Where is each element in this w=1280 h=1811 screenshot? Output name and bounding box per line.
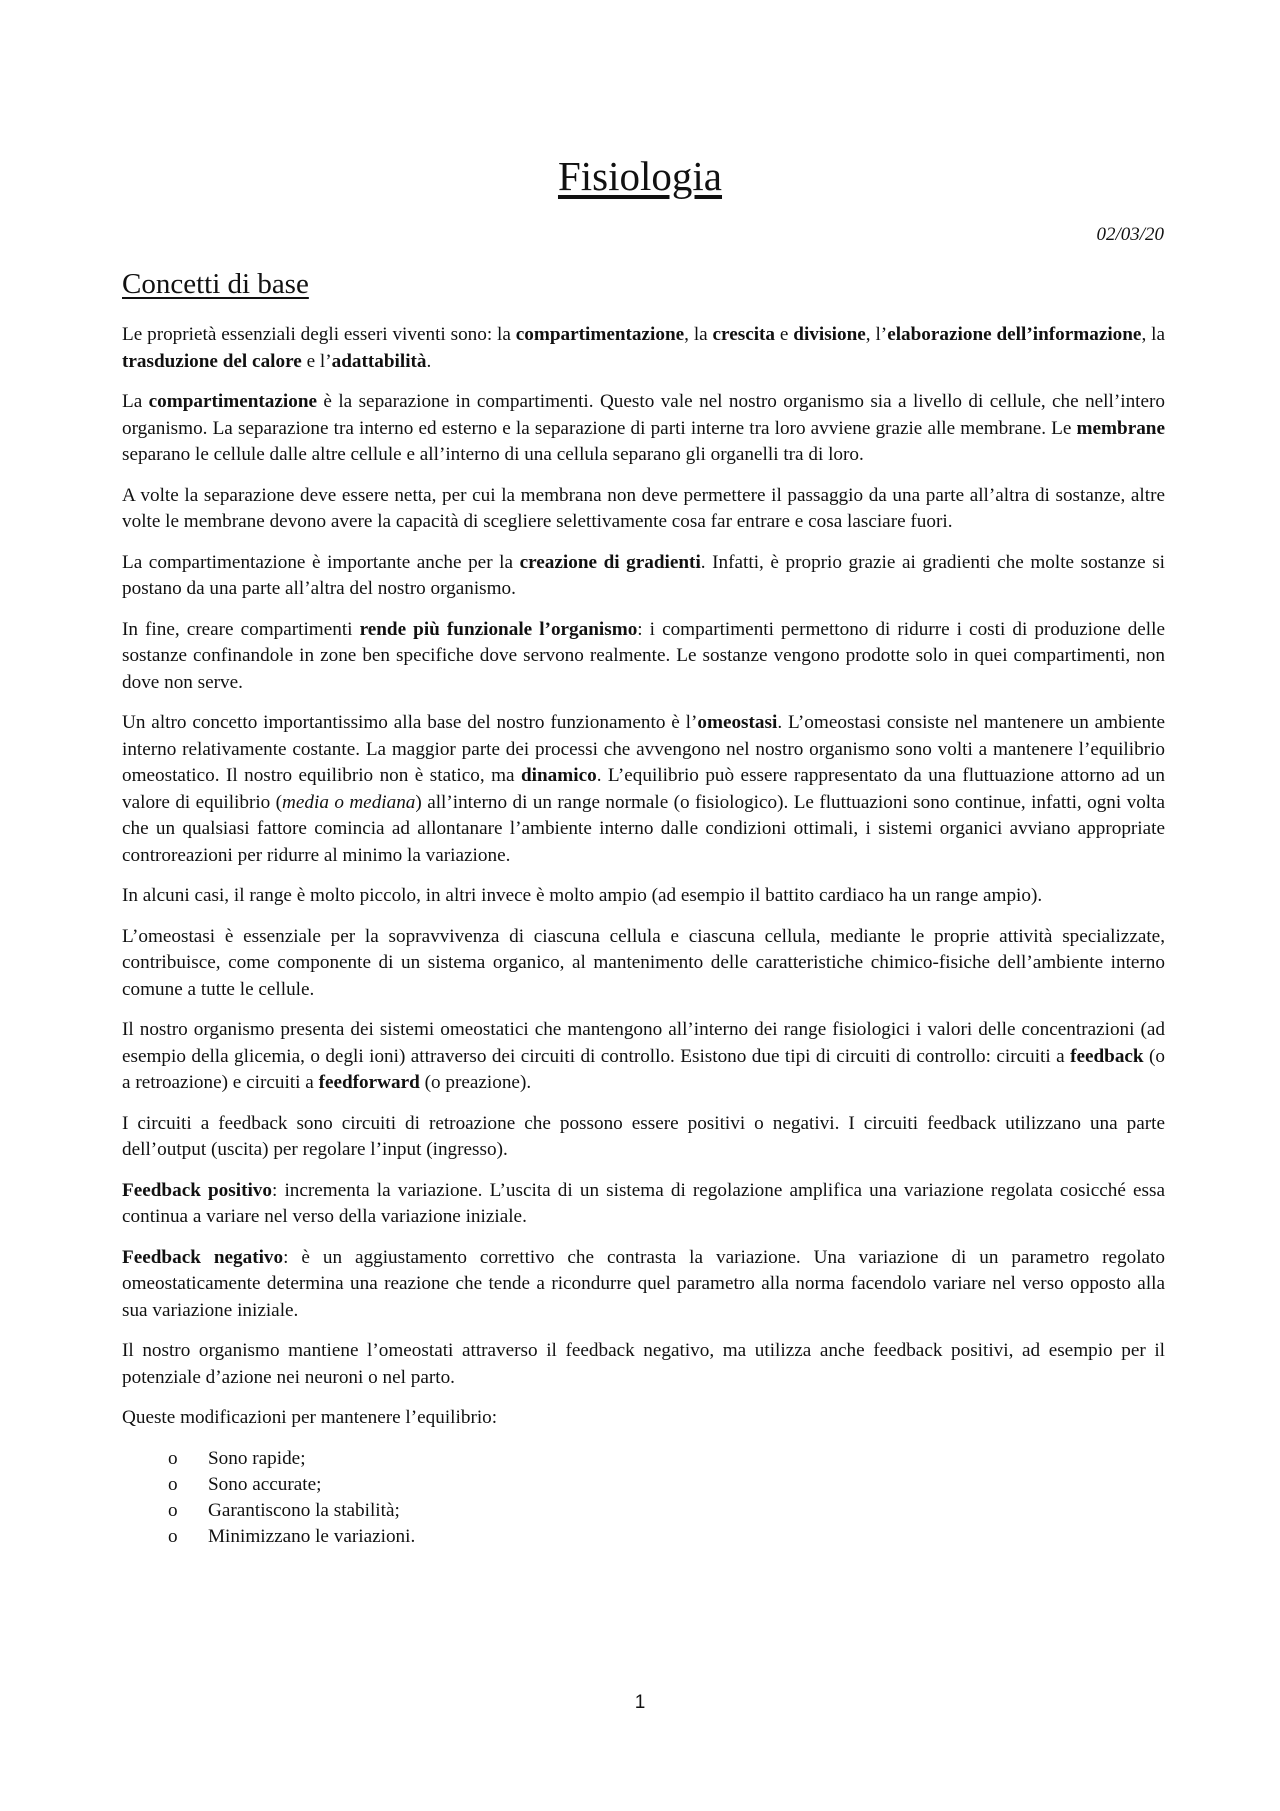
italic-text: media o mediana <box>282 791 416 813</box>
bullet-item <box>122 1472 1165 1498</box>
document-title: Fisiologia <box>557 153 723 199</box>
text-run: La <box>122 391 149 412</box>
paragraph <box>122 1111 1165 1164</box>
bold-text: feedforward <box>318 1072 420 1093</box>
bold-text: omeostasi <box>697 712 778 733</box>
paragraph <box>122 883 1165 910</box>
bold-text: rende più funzionale l’organismo <box>359 618 638 640</box>
paragraph <box>122 1405 1165 1432</box>
bullet-text: Minimizzano le variazioni. <box>208 1525 416 1547</box>
text-run: (o a retroazione) e circuiti a <box>122 1045 1166 1093</box>
text-run: A volte la separazione deve essere netta, per cui la membrana non deve permettere il passaggio da una parte all’altra di sostanze, altre volte le membrane devono avere la capacità di scegliere selettivamente cosa far entrare e cosa lasciare fuori. <box>122 484 1165 532</box>
paragraph <box>122 322 1165 375</box>
text-run: , l’ <box>865 324 888 345</box>
bold-text: Feedback negativo <box>122 1246 284 1268</box>
bold-text: compartimentazione <box>148 391 318 412</box>
text-run: : i compartimenti permettono di ridurre i costi di produzione delle sostanze confinandole in zone ben specifiche dove servono realmente. Le sostanze vengono prodotte solo in quei compartimenti, non dove non serve. <box>122 618 1165 693</box>
text-run: Queste modificazioni per mantenere l’equilibrio: <box>122 1407 498 1428</box>
bullet-list <box>122 1446 1165 1550</box>
paragraph <box>122 924 1165 1004</box>
document-date: 02/03/20 <box>1096 224 1164 245</box>
bullet-text: Sono rapide; <box>208 1447 306 1469</box>
bold-text: trasduzione del calore <box>122 350 302 372</box>
paragraph <box>122 1338 1165 1391</box>
text-run: . <box>426 350 432 372</box>
page-number: 1 <box>634 1692 646 1713</box>
text-run: I circuiti a feedback sono circuiti di retroazione che possono essere positivi o negativi. I circuiti feedback utilizzano una parte dell’output (uscita) per regolare l’input (ingresso). <box>122 1112 1165 1160</box>
paragraph-list <box>122 322 1165 1432</box>
document-body <box>122 322 1165 1550</box>
text-run: In alcuni casi, il range è molto piccolo, in altri invece è molto ampio (ad esempio il battito cardiaco ha un range ampio). <box>122 885 1043 906</box>
bold-text: compartimentazione <box>515 324 685 345</box>
text-run: separano le cellule dalle altre cellule e all’interno di una cellula separano gli organelli tra di loro. <box>122 444 864 465</box>
bullet-marker: o <box>168 1447 178 1469</box>
text-run: , la <box>684 324 713 345</box>
bold-text: elaborazione dell’informazione <box>887 324 1142 345</box>
paragraph <box>122 483 1165 536</box>
bold-text: adattabilità <box>331 350 427 372</box>
bold-text: divisione <box>793 324 866 345</box>
bold-text: dinamico <box>520 765 597 786</box>
bold-text: membrane <box>1076 417 1165 439</box>
bullet-text: Garantiscono la stabilità; <box>208 1499 400 1521</box>
text-run: : incrementa la variazione. L’uscita di un sistema di regolazione amplifica una variazione regolata cosicché essa continua a variare nel verso della variazione iniziale. <box>122 1179 1165 1227</box>
text-run: è la separazione in compartimenti. Questo vale nel nostro organismo sia a livello di cellule, che nell’intero organismo. La separazione tra interno ed esterno e la separazione di parti interne tra loro avviene grazie alle membrane. Le <box>122 391 1165 439</box>
paragraph <box>122 710 1165 869</box>
bullet-marker: o <box>168 1525 178 1547</box>
bullet-item <box>122 1446 1165 1472</box>
bullet-item <box>122 1524 1165 1550</box>
paragraph <box>122 1178 1165 1231</box>
text-run: e <box>775 324 794 345</box>
paragraph <box>122 1017 1165 1097</box>
text-run: . Infatti, è proprio grazie ai gradienti che molte sostanze si postano da una parte all’altra del nostro organismo. <box>122 551 1165 599</box>
bullet-item <box>122 1498 1165 1524</box>
paragraph <box>122 389 1165 469</box>
text-run: Il nostro organismo mantiene l’omeostati attraverso il feedback negativo, ma utilizza anche feedback positivi, ad esempio per il potenziale d’azione nei neuroni o nel parto. <box>122 1340 1165 1388</box>
text-run: L’omeostasi è essenziale per la sopravvivenza di ciascuna cellula e ciascuna cellula, mediante le proprie attività specializzate, contribuisce, come componente di un sistema organico, al mantenimento delle caratteristiche chimico-fisiche dell’ambiente interno comune a tutte le cellule. <box>122 925 1165 1000</box>
paragraph <box>122 550 1165 603</box>
section-title: Concetti di base <box>122 268 309 300</box>
text-run: . L’equilibrio può essere rappresentato da una fluttuazione attorno ad un valore di equilibrio ( <box>122 765 1165 813</box>
bold-text: crescita <box>712 324 776 345</box>
bullet-marker: o <box>168 1473 178 1495</box>
text-run: (o preazione). <box>419 1072 532 1093</box>
text-run: La compartimentazione è importante anche per la <box>122 551 520 573</box>
text-run: In fine, creare compartimenti <box>122 618 360 640</box>
text-run: Le proprietà essenziali degli esseri viventi sono: la <box>122 324 516 345</box>
text-run: e l’ <box>301 350 332 372</box>
text-run: : è un aggiustamento correttivo che contrasta la variazione. Una variazione di un parametro regolato omeostaticamente determina una reazione che tende a ricondurre quel parametro alla norma facendolo variare nel verso opposto alla sua variazione iniziale. <box>122 1246 1165 1321</box>
text-run: , la <box>1141 324 1165 345</box>
text-run: Il nostro organismo presenta dei sistemi omeostatici che mantengono all’interno dei range fisiologici i valori delle concentrazioni (ad esempio della glicemia, o degli ioni) attraverso dei circuiti di controllo. Esistono due tipi di circuiti di controllo: circuiti a <box>122 1019 1165 1067</box>
text-run: Un altro concetto importantissimo alla base del nostro funzionamento è l’ <box>122 712 698 733</box>
bold-text: creazione di gradienti <box>519 551 701 573</box>
text-run: ) all’interno di un range normale (o fisiologico). Le fluttuazioni sono continue, infatti, ogni volta che un qualsiasi fattore comincia ad allontanare l’ambiente interno dalle condizioni ottimali, i sistemi organici avviano appropriate controreazioni per ridurre al minimo la variazione. <box>122 791 1165 866</box>
bold-text: Feedback positivo <box>122 1179 272 1201</box>
bullet-text: Sono accurate; <box>208 1473 322 1495</box>
paragraph <box>122 617 1165 697</box>
bullet-marker: o <box>168 1499 178 1521</box>
paragraph <box>122 1245 1165 1325</box>
text-run: . L’omeostasi consiste nel mantenere un ambiente interno relativamente costante. La maggior parte dei processi che avvengono nel nostro organismo sono volti a mantenere l’equilibrio omeostatico. Il nostro equilibrio non è statico, ma <box>122 712 1165 786</box>
bold-text: feedback <box>1070 1045 1144 1067</box>
